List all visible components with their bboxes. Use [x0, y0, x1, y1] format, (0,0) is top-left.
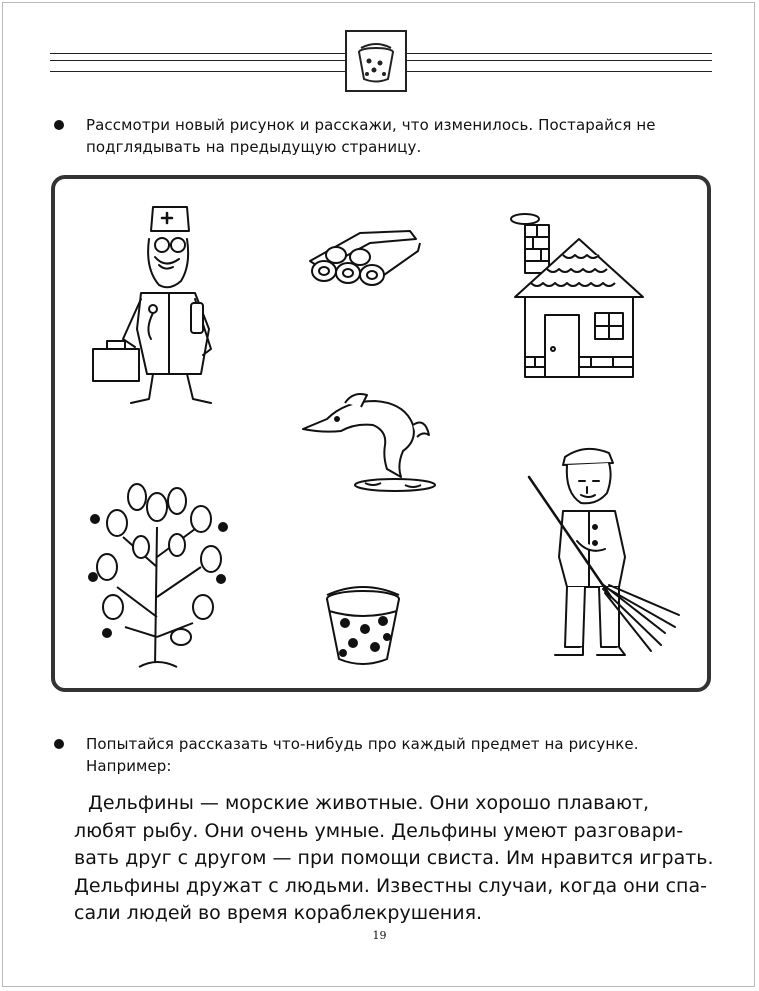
bucket-icon — [313, 571, 413, 671]
doctor-icon — [75, 199, 225, 409]
story-line: Дельфины дружат с людьми. Известны случаи, когда они спа- — [74, 874, 707, 897]
bucket-icon — [347, 32, 405, 90]
instruction-line: Например: — [86, 757, 172, 775]
instruction-line: Попытайся рассказать что-нибудь про каждый предмет на рисунке. — [86, 735, 639, 753]
story-line: сали людей во время кораблекрушения. — [74, 902, 483, 924]
instruction-2 — [86, 733, 726, 777]
story-paragraph — [74, 790, 724, 928]
janitor-icon — [525, 437, 685, 677]
bullet — [54, 120, 64, 130]
instruction-line: Рассмотри новый рисунок и расскажи, что изменилось. Постарайся не — [86, 116, 656, 134]
story-line: любят рыбу. Они очень умные. Дельфины умеют разговари- — [74, 819, 684, 842]
picture-frame — [51, 175, 711, 692]
instruction-1 — [86, 114, 726, 158]
story-line: Дельфины — морские животные. Они хорошо плавают, — [88, 792, 650, 814]
house-icon — [495, 207, 665, 387]
rolls-icon — [300, 221, 430, 301]
story-line: вать друг с другом — при помощи свиста. Им нравится играть. — [74, 847, 714, 869]
instruction-line: подглядывать на предыдущую страницу. — [86, 138, 422, 156]
page-number: 19 — [372, 929, 387, 942]
header-icon-box — [345, 30, 407, 92]
tree-icon — [77, 467, 237, 677]
dolphin-icon — [295, 379, 445, 499]
bullet — [54, 739, 64, 749]
